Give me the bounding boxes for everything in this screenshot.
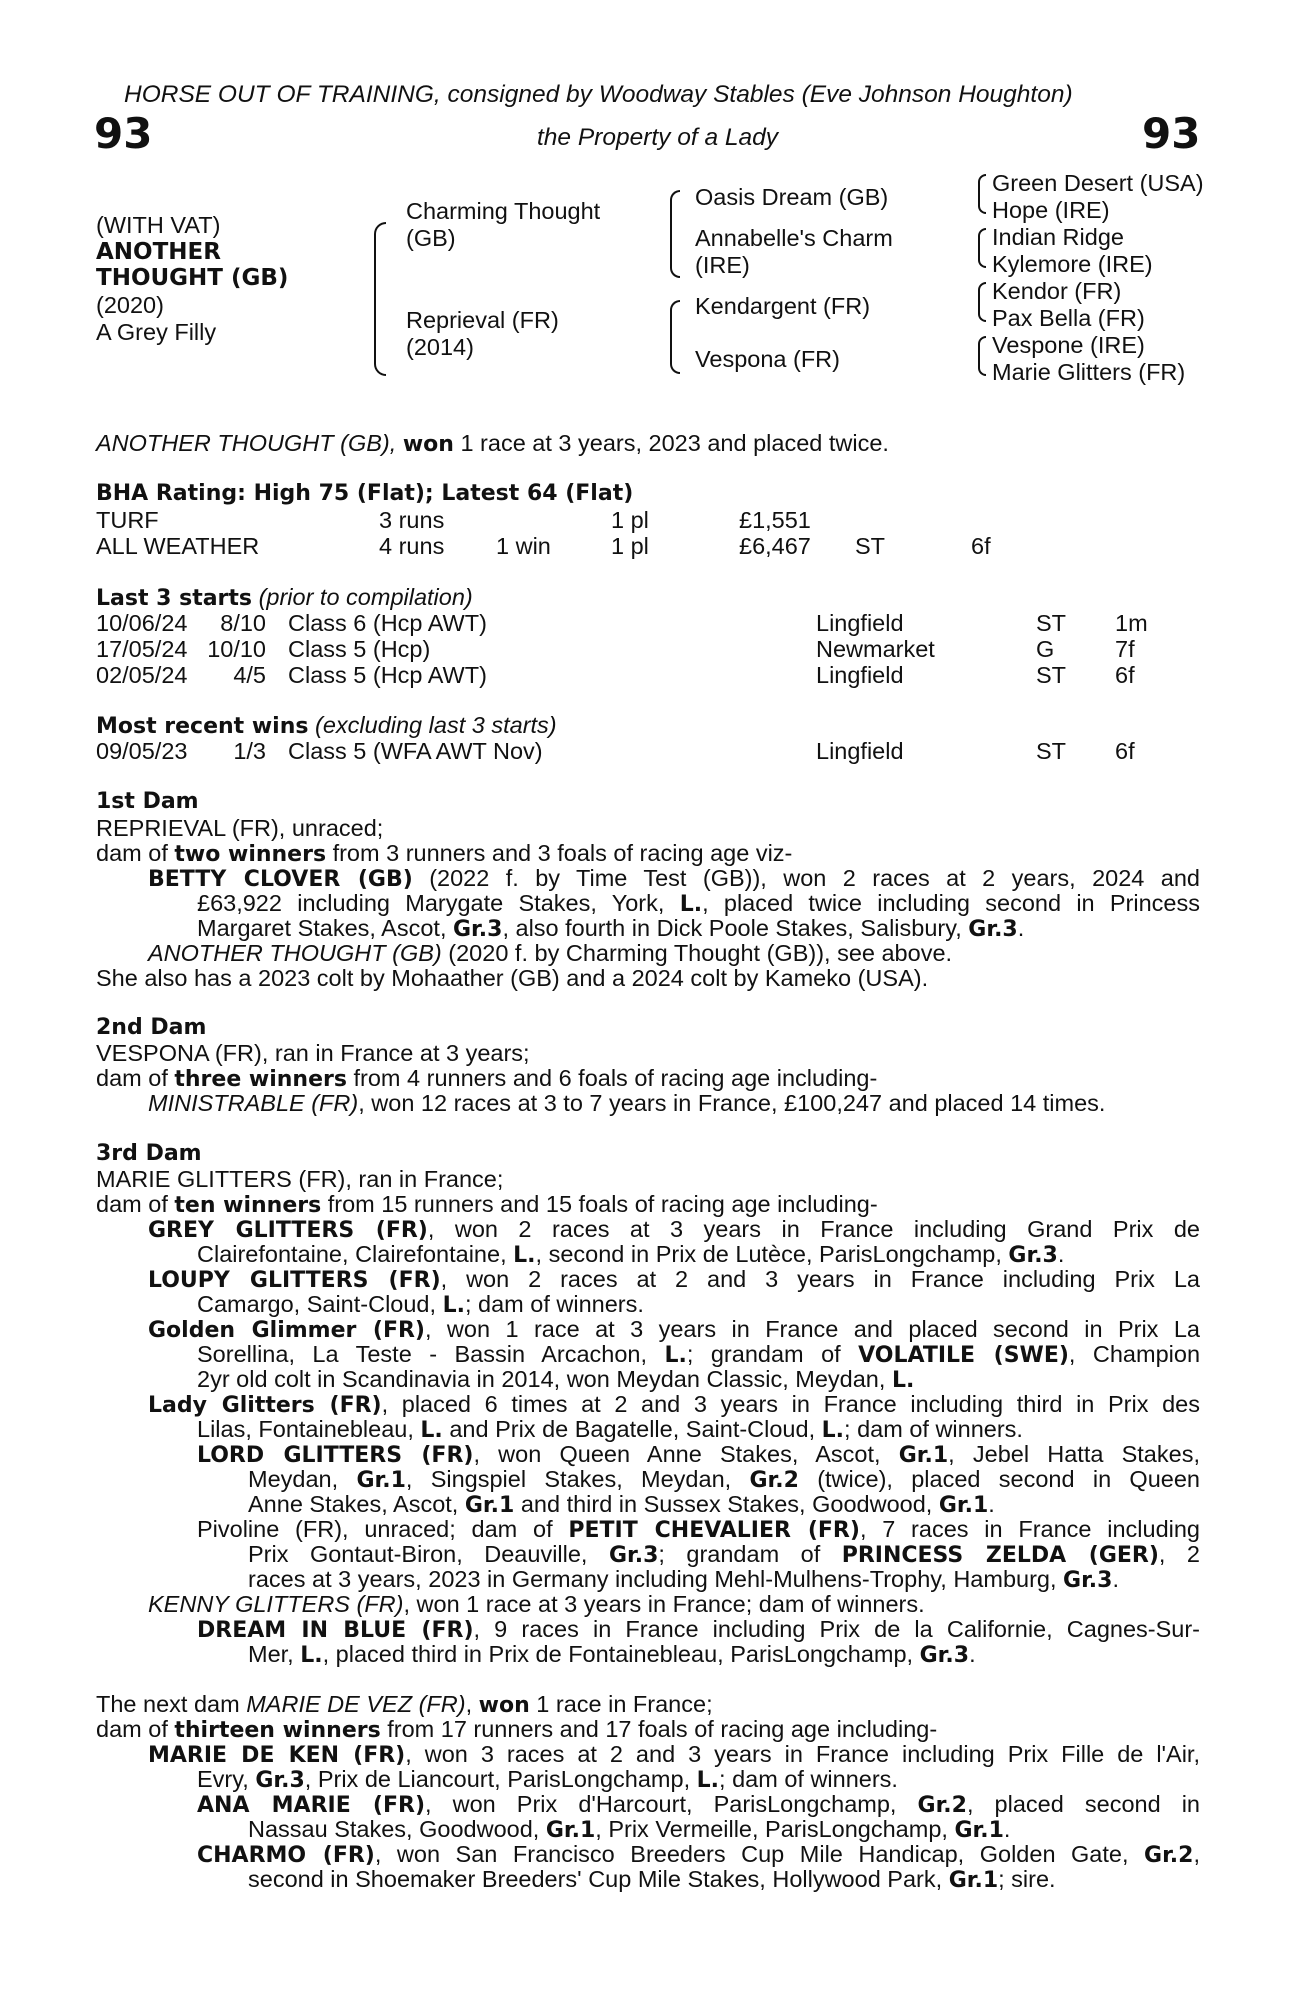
- dam-sire: Kendargent (FR): [695, 293, 871, 319]
- pedigree-brace-main: [374, 222, 386, 376]
- sire-sire: Oasis Dream (GB): [695, 184, 889, 210]
- pedigree-brace-dam: [670, 300, 680, 374]
- sss: Green Desert (USA): [992, 170, 1204, 196]
- pedigree-brace-sire: [670, 190, 680, 278]
- pedigree-brace-sd: [978, 228, 986, 268]
- pedigree-brace-ss: [978, 174, 986, 214]
- sire-dam-line2: (IRE): [695, 252, 750, 278]
- dds: Vespone (IRE): [992, 332, 1145, 358]
- sdd: Kylemore (IRE): [992, 251, 1153, 277]
- pedigree-brace-ds: [978, 282, 986, 322]
- ssd: Hope (IRE): [992, 197, 1110, 223]
- dam-year: (2014): [406, 334, 474, 360]
- horse-name-line1: ANOTHER: [96, 239, 221, 265]
- dam-dam: Vespona (FR): [695, 346, 840, 372]
- bha-rating: BHA Rating: High 75 (Flat); Latest 64 (Flat): [96, 481, 634, 506]
- dam-name: Reprieval (FR): [406, 307, 559, 333]
- lot-number-left: 93: [94, 109, 153, 158]
- sire-name: Charming Thought: [406, 198, 601, 224]
- catalogue-page: HORSE OUT OF TRAINING, consigned by Woodway Stables (Eve Johnson Houghton) 93 the Property of a Lady 93 (WITH VAT) ANOTHER THOUGHT (GB) (2020) A Grey Filly Charming Thought (GB) Reprieval (FR) (2014) Oasis Dream (GB) Annabelle's Charm (IRE) Kendargent (FR) Vespona (FR) Green Desert (USA) Hope (IRE) Indian Ridge Kylemore (IRE) Kendor (FR) Pax Bella (FR) Vespone (IRE) Marie Glitters (FR) ANOTHER THOUGHT (GB), won 1 race at 3 years, 2023 and placed twice. BHA Rating: High 75 (Flat); Latest 64 (Flat) TURF 3 runs 1 pl £1,551 ALL WEATHER 4 runs 1 win 1 pl £6,467 ST 6f Last 3 starts (prior to compilation) 10/06/24 8/10 Class 6 (Hcp AWT) Lingfield ST 1m 17/05/24 10/10 Class 5 (Hcp) Newmarket G 7f 02/05/24 4/5 Class 5 (Hcp AWT) Lingfield ST 6f Most recent wins (excluding last 3 starts) 09/05/23 1/3 Class 5 (WFA AWT Nov) Lingfield ST 6f 1st Dam REPRIEVAL (FR), unraced; dam of two winners from 3 runners and 3 foals of racing age viz- BETTY CLOVER (GB) (2022 f. by Time Test (GB)), won 2 races at 2 years, 2024 and £63,922 including Marygate Stakes, York, L., placed twice including second in Princess Margaret Stakes, Ascot, Gr.3, also fourth in Dick Poole Stakes, Salisbury, Gr.3. ANOTHER THOUGHT (GB) (2020 f. by Charming Thought (GB)), see above. She also has a 2023 colt by Mohaather (GB) and a 2024 colt by Kameko (USA). 2nd Dam VESPONA (FR), ran in France at 3 years; dam of three winners from 4 runners and 6 foals of racing age including- MINISTRABLE (FR), won 12 races at 3 to 7 years in France, £100,247 and placed 14 times. 3rd Dam MARIE GLITTERS (FR), ran in France; dam of ten winners from 15 runners and 15 foals of racing age including- GREY GLITTERS (FR), won 2 races at 3 years in France including Grand Prix de Clairefontaine, Clairefontaine, L., second in Prix de Lutèce, ParisLongchamp, Gr.3. LOUPY GLITTERS (FR), won 2 races at 2 and 3 years in France including Prix La Camargo, Saint-Cloud, L.; dam of winners. Golden Glimmer (FR), won 1 race at 3 years in France and placed second in Prix La Sorellina, La Teste - Bassin Arcachon, L.; grandam of VOLATILE (SWE), Champion 2yr old colt in Scandinavia in 2014, won Meydan Classic, Meydan, L. Lady Glitters (FR), placed 6 times at 2 and 3 years in France including third in Prix des Lilas, Fontainebleau, L. and Prix de Bagatelle, Saint-Cloud, L.; dam of winners. LORD GLITTERS (FR), won Queen Anne Stakes, Ascot, Gr.1, Jebel Hatta Stakes, Meydan, Gr.1, Singspiel Stakes, Meydan, Gr.2 (twice), placed second in Queen Anne Stakes, Ascot, Gr.1 and third in Sussex Stakes, Goodwood, Gr.1. Pivoline (FR), unraced; dam of PETIT CHEVALIER (FR), 7 races in France including Prix Gontaut-Biron, Deauville, Gr.3; grandam of PRINCESS ZELDA (GER), 2 races at 3 years, 2023 in Germany including Mehl-Mulhens-Trophy, Hamburg, Gr.3. KENNY GLITTERS (FR), won 1 race at 3 years in France; dam of winners. DREAM IN BLUE (FR), 9 races in France including Prix de la Californie, Cagnes-Sur- Mer, L., placed third in Prix de Fontainebleau, ParisLongchamp, Gr.3. The next dam MARIE DE VEZ (FR), won 1 race in France; dam of thirteen winners from 17 runners and 17 foals of racing age including- MARIE DE KEN (FR), won 3 races at 2 and 3 years in France including Prix Fille de l'Air, Evry, Gr.3, Prix de Liancourt, ParisLongchamp, L.; dam of winners. ANA MARIE (FR), won Prix d'Harcourt, ParisLongchamp, Gr.2, placed second in Nassau Stakes, Goodwood, Gr.1, Prix Vermeille, ParisLongchamp, Gr.1. CHARMO (FR), won San Francisco Breeders Cup Mile Handicap, Golden Gate, Gr.2, second in Shoemaker Breeders' Cup Mile Stakes, Hollywood Park, Gr.1; sire.: [0, 0, 1315, 2000]
- lot-number-right: 93: [1142, 109, 1201, 158]
- foaling-year: (2020): [96, 292, 164, 318]
- dss: Kendor (FR): [992, 278, 1122, 304]
- vat-note: (WITH VAT): [96, 212, 221, 238]
- sds: Indian Ridge: [992, 224, 1124, 250]
- ddd: Marie Glitters (FR): [992, 359, 1186, 385]
- consignment-line: HORSE OUT OF TRAINING, consigned by Woodway Stables (Eve Johnson Houghton): [124, 81, 1073, 108]
- pedigree-brace-dd: [978, 336, 986, 376]
- horse-description: A Grey Filly: [96, 319, 217, 345]
- dsd: Pax Bella (FR): [992, 305, 1145, 331]
- horse-name-line2: THOUGHT (GB): [96, 265, 289, 291]
- property-line: the Property of a Lady: [536, 124, 779, 151]
- last-starts-heading: Last 3 starts (prior to compilation): [96, 584, 473, 611]
- sire-country: (GB): [406, 225, 456, 251]
- recent-wins-heading: Most recent wins (excluding last 3 starts): [96, 712, 557, 739]
- race-summary: ANOTHER THOUGHT (GB), won 1 race at 3 years, 2023 and placed twice.: [96, 430, 889, 457]
- sire-dam-line1: Annabelle's Charm: [695, 225, 893, 251]
